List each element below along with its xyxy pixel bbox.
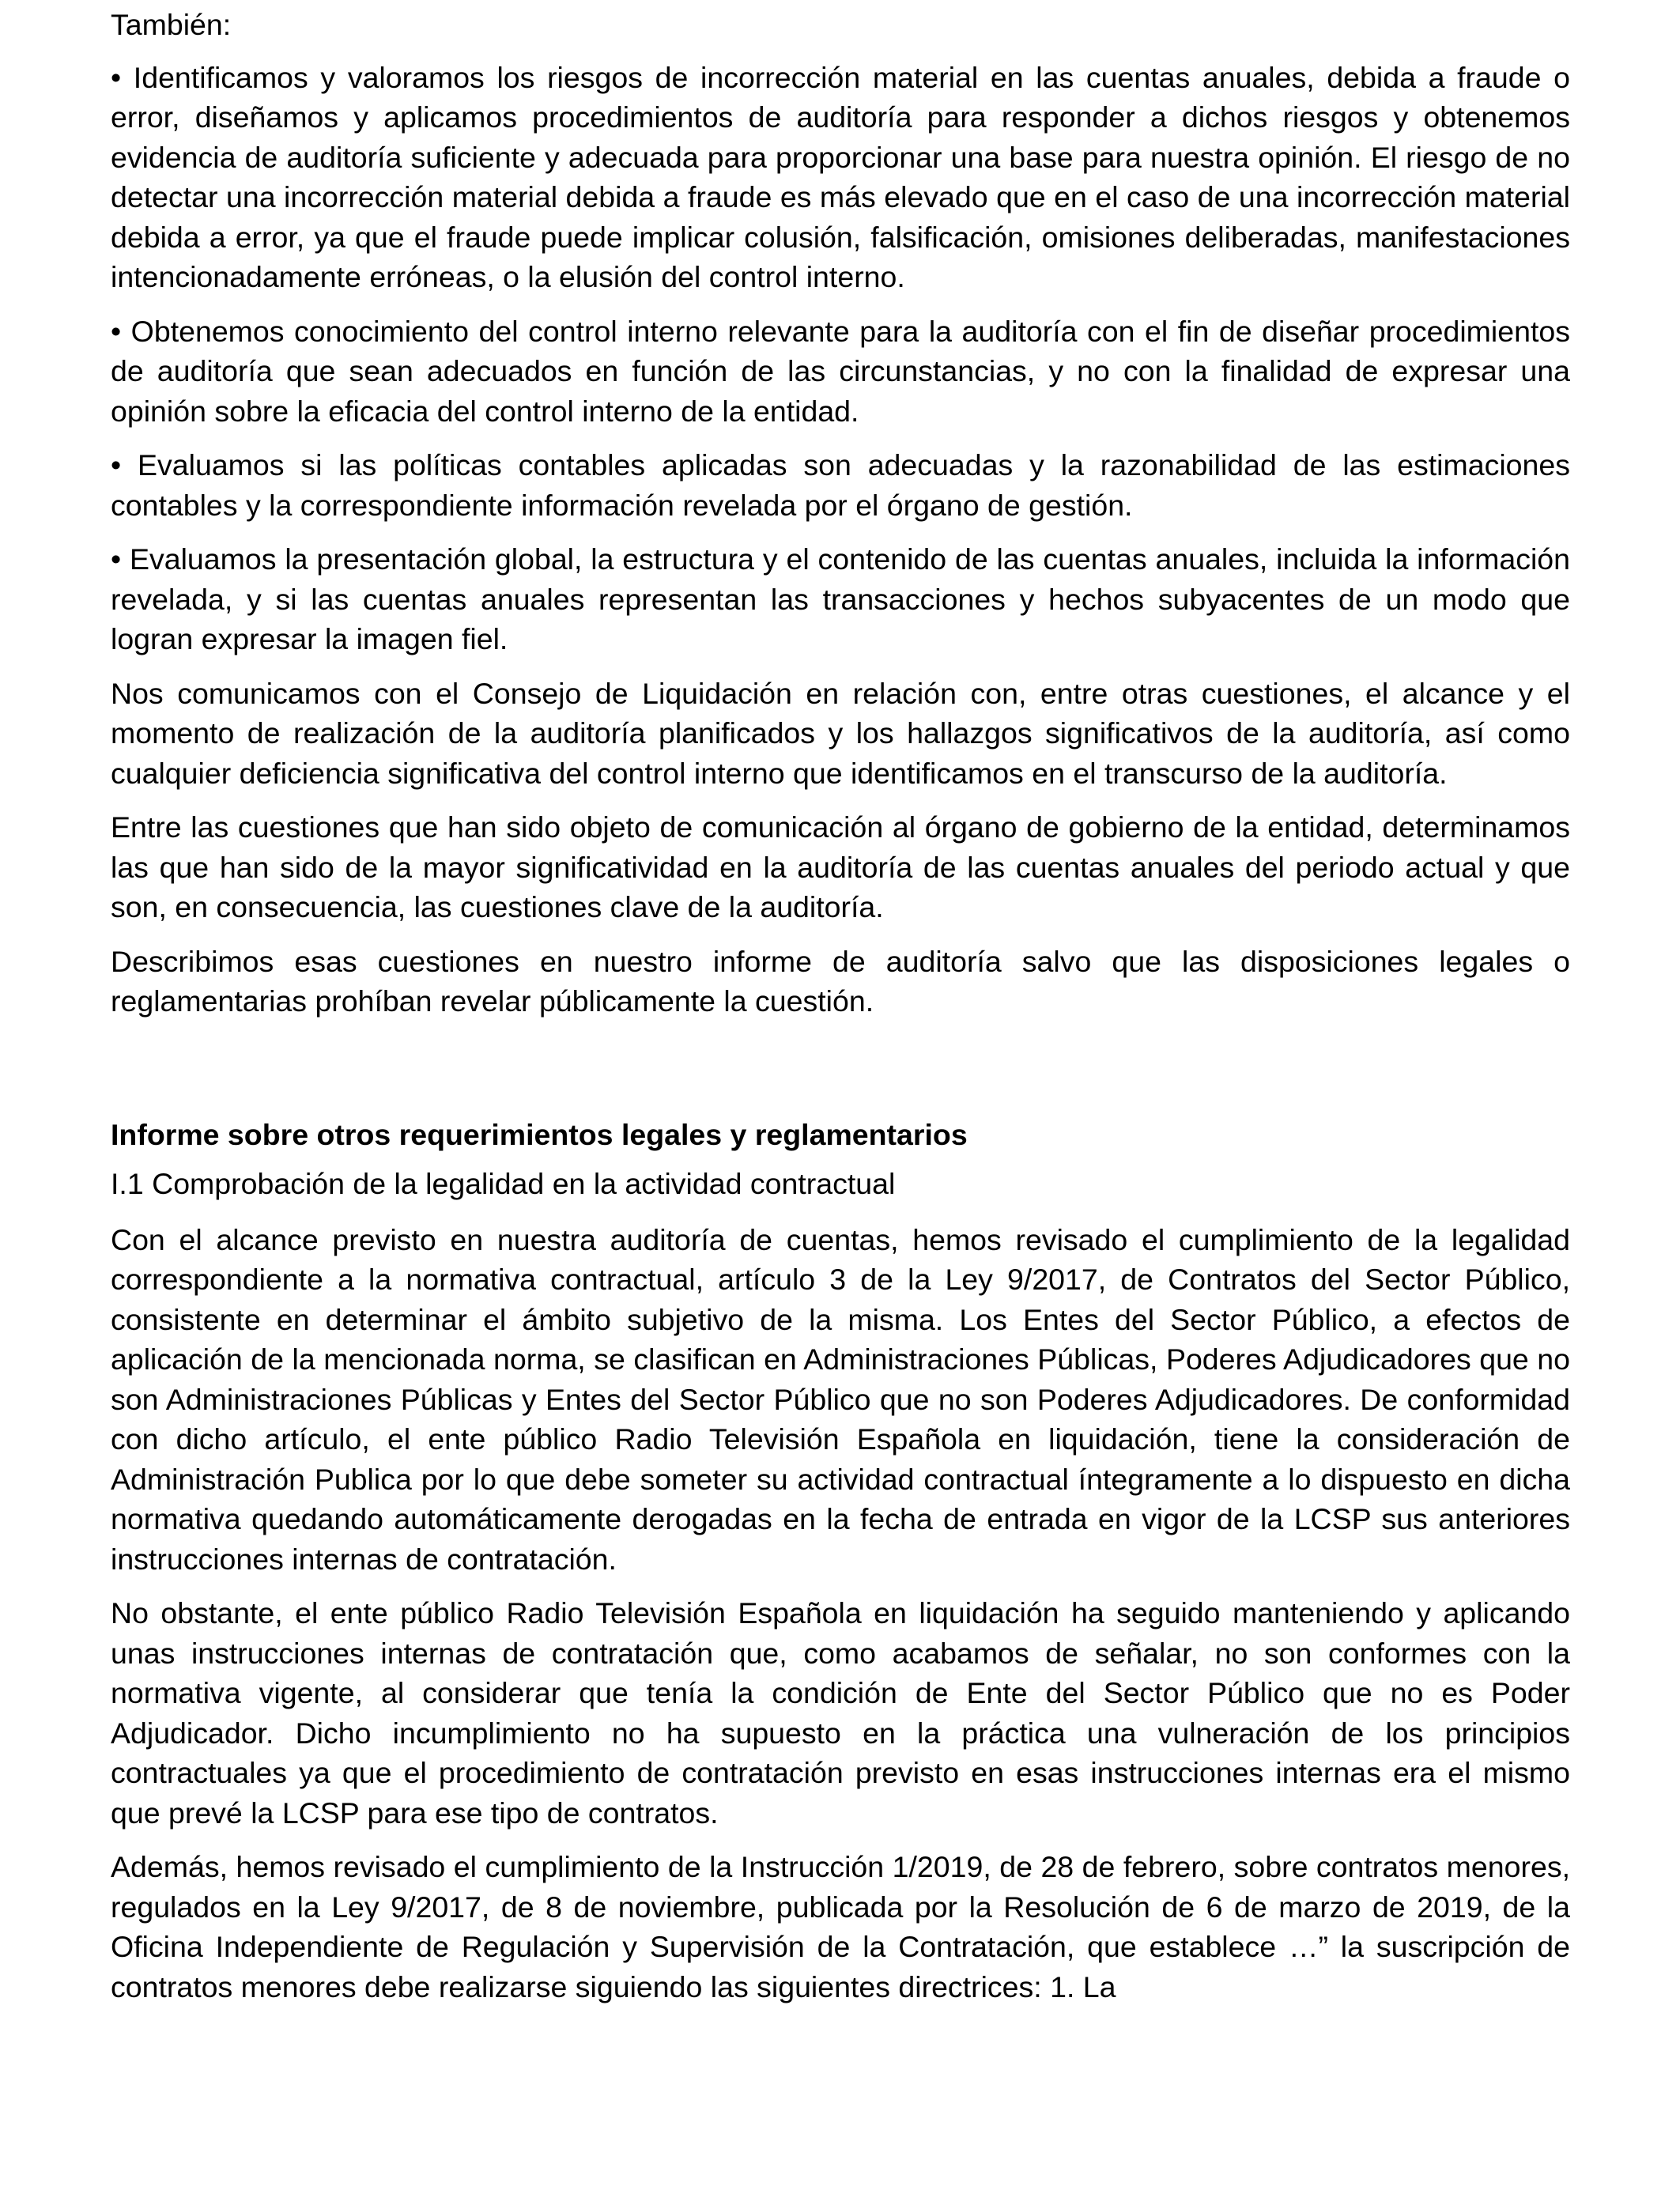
- bullet-item-accounting-policies: • Evaluamos si las políticas contables aplicadas son adecuadas y la razonabilidad de las estimaciones contables y la correspondiente información revelada por el órgano de gestión.: [111, 448, 1570, 522]
- document-page: [111, 0, 1570, 2021]
- intro-label: También:: [111, 8, 232, 41]
- bullet-item-internal-control: • Obtenemos conocimiento del control interno relevante para la auditoría con el fin de diseñar procedimientos de auditoría que sean adecuados en función de las circunstancias, y no con la finalidad de expresar una opinión sobre la eficacia del control interno de la entidad.: [111, 314, 1570, 428]
- bullet-item-risks: • Identificamos y valoramos los riesgos de incorrección material en las cuentas anuales, debida a fraude o error, diseñamos y aplicamos procedimientos de auditoría para responder a dichos riesgos y obtenemos evidencia de auditoría suficiente y adecuada para proporcionar una base para nuestra opinión. El riesgo de no detectar una incorrección material debida a fraude es más elevado que en el caso de una incorrección material debida a error, ya que el fraude puede implicar colusión, falsificación, omisiones deliberadas, manifestaciones intencionadamente erróneas, o la elusión del control interno.: [111, 60, 1570, 293]
- paragraph-description: Describimos esas cuestiones en nuestro informe de auditoría salvo que las disposiciones legales o reglamentarias prohíban revelar públicamente la cuestión.: [111, 944, 1570, 1018]
- paragraph-internal-instructions: No obstante, el ente público Radio Televisión Española en liquidación ha seguido manteniendo y aplicando unas instrucciones internas de contratación que, como acabamos de señalar, no son conformes con la normativa vigente, al considerar que tenía la condición de Ente del Sector Público que no es Poder Adjudicador. Dicho incumplimiento no ha supuesto en la práctica una vulneración de los principios contractuales ya que el procedimiento de contratación previsto en esas instrucciones internas era el mismo que prevé la LCSP para ese tipo de contratos.: [111, 1596, 1570, 1830]
- bullet-item-presentation: • Evaluamos la presentación global, la estructura y el contenido de las cuentas anuales, incluida la información revelada, y si las cuentas anuales representan las transacciones y hechos subyacentes de un modo que logran expresar la imagen fiel.: [111, 542, 1570, 655]
- paragraph-communication: Nos comunicamos con el Consejo de Liquidación en relación con, entre otras cuestiones, el alcance y el momento de realización de la auditoría planificados y los hallazgos significativos de la auditoría, así como cualquier deficiencia significativa del control interno que identificamos en el transcurso de la auditoría.: [111, 676, 1570, 790]
- subsection-heading: I.1 Comprobación de la legalidad en la actividad contractual: [111, 1167, 896, 1200]
- paragraph-key-matters: Entre las cuestiones que han sido objeto de comunicación al órgano de gobierno de la entidad, determinamos las que han sido de la mayor significatividad en la auditoría de las cuentas anuales del periodo actual y que son, en consecuencia, las cuestiones clave de la auditoría.: [111, 810, 1570, 923]
- paragraph-legal-scope: Con el alcance previsto en nuestra auditoría de cuentas, hemos revisado el cumplimiento de la legalidad correspondiente a la normativa contractual, artículo 3 de la Ley 9/2017, de Contratos del Sector Público, consistente en determinar el ámbito subjetivo de la misma. Los Entes del Sector Público, a efectos de aplicación de la mencionada norma, se clasifican en Administraciones Públicas, Poderes Adjudicadores que no son Administraciones Públicas y Entes del Sector Público que no son Poderes Adjudicadores. De conformidad con dicho artículo, el ente público Radio Televisión Española en liquidación, tiene la consideración de Administración Publica por lo que debe someter su actividad contractual íntegramente a lo dispuesto en dicha normativa quedando automáticamente derogadas en la fecha de entrada en vigor de la LCSP sus anteriores instrucciones internas de contratación.: [111, 1222, 1570, 1576]
- section-heading: Informe sobre otros requerimientos legales y reglamentarios: [111, 1117, 968, 1151]
- paragraph-minor-contracts: Además, hemos revisado el cumplimiento de la Instrucción 1/2019, de 28 de febrero, sobre contratos menores, regulados en la Ley 9/2017, de 8 de noviembre, publicada por la Resolución de 6 de marzo de 2019, de la Oficina Independiente de Regulación y Supervisión de la Contratación, que establece …” la suscripción de contratos menores debe realizarse siguiendo las siguientes directrices: 1. La: [111, 1850, 1570, 2003]
